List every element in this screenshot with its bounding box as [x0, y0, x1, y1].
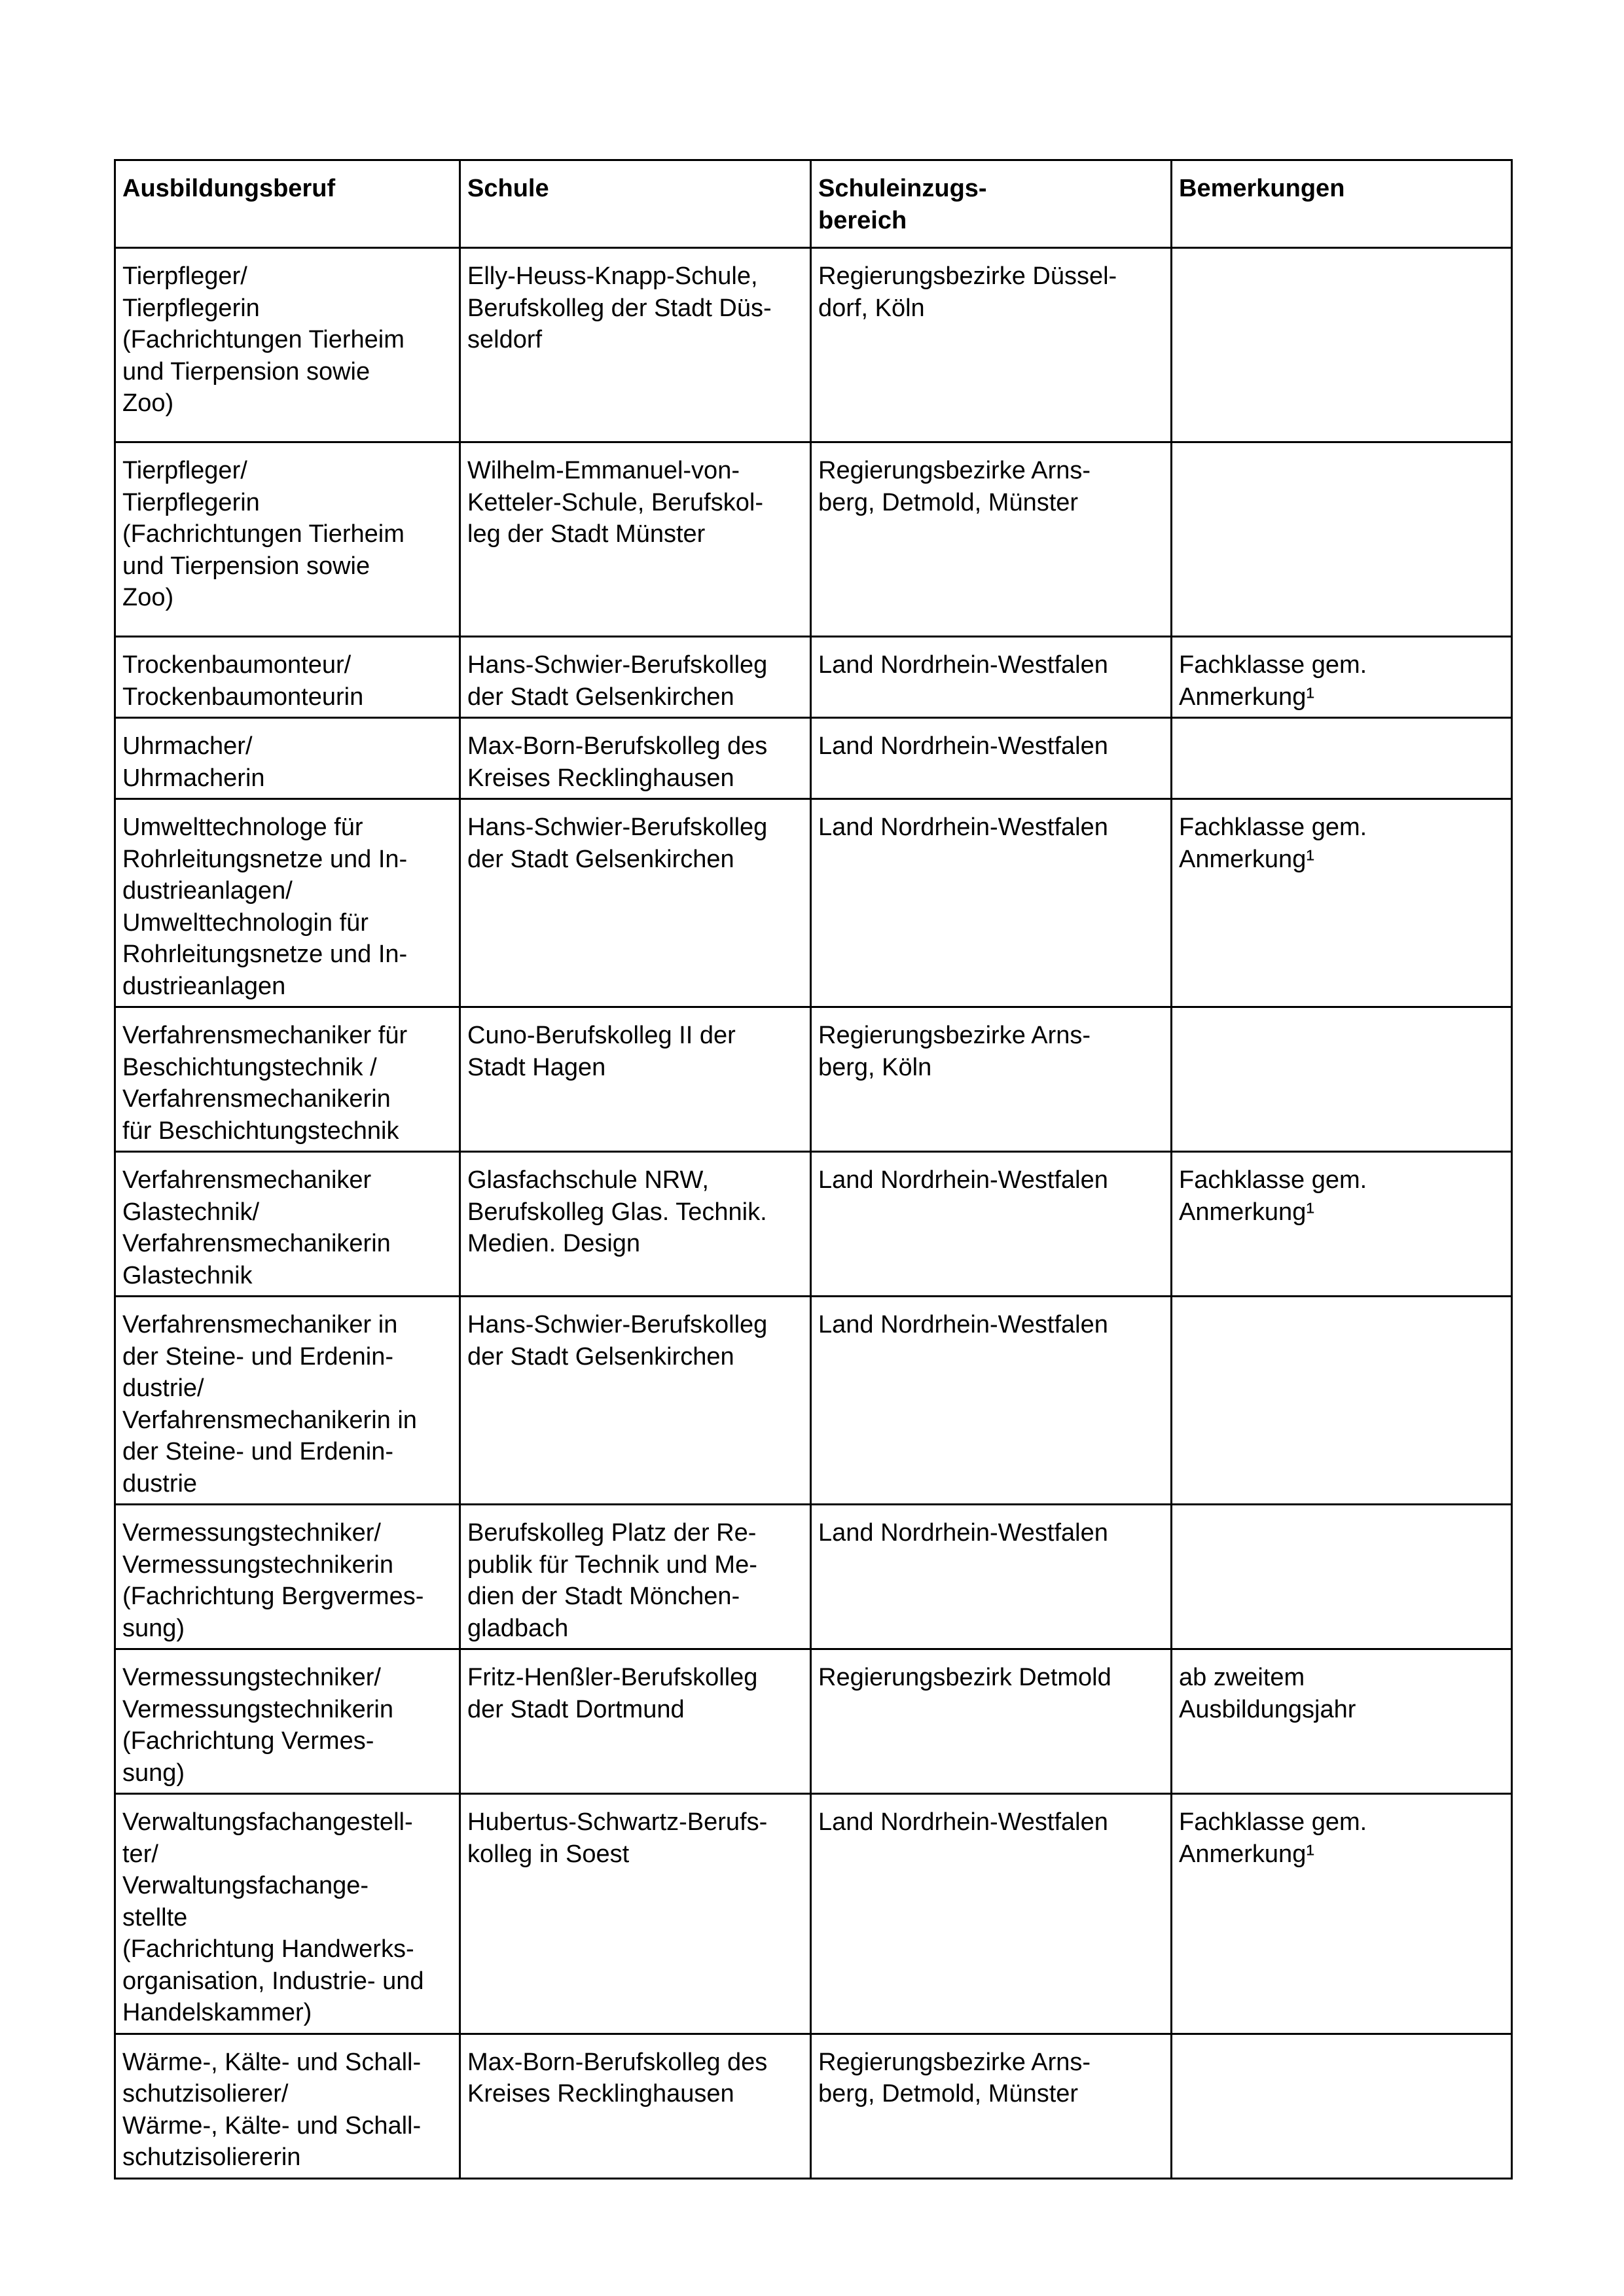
cell-bemerkungen [1172, 1297, 1512, 1505]
cell-schule: Berufskolleg Platz der Re- publik für Technik und Me- dien der Stadt Mönchen- gladbach [460, 1505, 811, 1649]
table-row [115, 1505, 1512, 1649]
cell-schule: Cuno-Berufskolleg II der Stadt Hagen [460, 1007, 811, 1152]
cell-ausbildungsberuf: Vermessungstechniker/ Vermessungstechnikerin (Fachrichtung Bergvermes- sung) [115, 1505, 460, 1649]
cell-ausbildungsberuf: Tierpfleger/ Tierpflegerin (Fachrichtungen Tierheim und Tierpension sowie Zoo) [115, 442, 460, 637]
cell-bemerkungen: Fachklasse gem. Anmerkung¹ [1172, 1152, 1512, 1297]
header-schule: Schule [460, 160, 811, 248]
cell-bemerkungen: Fachklasse gem. Anmerkung¹ [1172, 1794, 1512, 2034]
cell-ausbildungsberuf: Verfahrensmechaniker für Beschichtungstechnik / Verfahrensmechanikerin für Beschichtungstechnik [115, 1007, 460, 1152]
cell-ausbildungsberuf: Verwaltungsfachangestell- ter/ Verwaltungsfachange- stellte (Fachrichtung Handwerks- organisation, Industrie- und Handelskammer) [115, 1794, 460, 2034]
cell-schule: Max-Born-Berufskolleg des Kreises Recklinghausen [460, 718, 811, 799]
table-row [115, 248, 1512, 442]
table-row [115, 1794, 1512, 2034]
cell-schule: Hans-Schwier-Berufskolleg der Stadt Gelsenkirchen [460, 799, 811, 1007]
table-row [115, 718, 1512, 799]
header-schuleinzugsbereich: Schuleinzugs- bereich [811, 160, 1172, 248]
cell-bemerkungen [1172, 718, 1512, 799]
cell-ausbildungsberuf: Tierpfleger/ Tierpflegerin (Fachrichtungen Tierheim und Tierpension sowie Zoo) [115, 248, 460, 442]
cell-einzugsbereich: Regierungsbezirke Arns- berg, Detmold, Münster [811, 2034, 1172, 2178]
cell-einzugsbereich: Regierungsbezirk Detmold [811, 1649, 1172, 1794]
cell-einzugsbereich: Land Nordrhein-Westfalen [811, 1297, 1172, 1505]
cell-ausbildungsberuf: Trockenbaumonteur/ Trockenbaumonteurin [115, 637, 460, 718]
cell-bemerkungen: Fachklasse gem. Anmerkung¹ [1172, 637, 1512, 718]
cell-schule: Elly-Heuss-Knapp-Schule, Berufskolleg der Stadt Düs- seldorf [460, 248, 811, 442]
table-row [115, 1007, 1512, 1152]
table-row [115, 2034, 1512, 2178]
cell-ausbildungsberuf: Vermessungstechniker/ Vermessungstechnikerin (Fachrichtung Vermes- sung) [115, 1649, 460, 1794]
cell-einzugsbereich: Land Nordrhein-Westfalen [811, 718, 1172, 799]
cell-schule: Max-Born-Berufskolleg des Kreises Recklinghausen [460, 2034, 811, 2178]
cell-ausbildungsberuf: Verfahrensmechaniker in der Steine- und Erdenin- dustrie/ Verfahrensmechanikerin in der Steine- und Erdenin- dustrie [115, 1297, 460, 1505]
cell-einzugsbereich: Land Nordrhein-Westfalen [811, 1152, 1172, 1297]
cell-einzugsbereich: Land Nordrhein-Westfalen [811, 1505, 1172, 1649]
table-header-row [115, 160, 1512, 248]
table-row [115, 799, 1512, 1007]
school-assignment-table [114, 159, 1513, 2179]
cell-einzugsbereich: Land Nordrhein-Westfalen [811, 799, 1172, 1007]
cell-einzugsbereich: Regierungsbezirke Arns- berg, Köln [811, 1007, 1172, 1152]
cell-schule: Hans-Schwier-Berufskolleg der Stadt Gelsenkirchen [460, 1297, 811, 1505]
table-row [115, 1297, 1512, 1505]
cell-schule: Wilhelm-Emmanuel-von- Ketteler-Schule, Berufskol- leg der Stadt Münster [460, 442, 811, 637]
cell-ausbildungsberuf: Wärme-, Kälte- und Schall- schutzisolierer/ Wärme-, Kälte- und Schall- schutzisoliererin [115, 2034, 460, 2178]
cell-schule: Fritz-Henßler-Berufskolleg der Stadt Dortmund [460, 1649, 811, 1794]
cell-einzugsbereich: Regierungsbezirke Düssel- dorf, Köln [811, 248, 1172, 442]
table-row [115, 442, 1512, 637]
cell-schule: Glasfachschule NRW, Berufskolleg Glas. Technik. Medien. Design [460, 1152, 811, 1297]
cell-bemerkungen: ab zweitem Ausbildungsjahr [1172, 1649, 1512, 1794]
cell-bemerkungen [1172, 1007, 1512, 1152]
table-row [115, 1152, 1512, 1297]
cell-einzugsbereich: Regierungsbezirke Arns- berg, Detmold, Münster [811, 442, 1172, 637]
table-row [115, 637, 1512, 718]
header-ausbildungsberuf: Ausbildungsberuf [115, 160, 460, 248]
cell-einzugsbereich: Land Nordrhein-Westfalen [811, 1794, 1172, 2034]
cell-bemerkungen [1172, 2034, 1512, 2178]
cell-schule: Hubertus-Schwartz-Berufs- kolleg in Soest [460, 1794, 811, 2034]
cell-bemerkungen [1172, 248, 1512, 442]
cell-bemerkungen [1172, 1505, 1512, 1649]
cell-bemerkungen [1172, 442, 1512, 637]
cell-ausbildungsberuf: Umwelttechnologe für Rohrleitungsnetze und In- dustrieanlagen/ Umwelttechnologin für Rohrleitungsnetze und In- dustrieanlagen [115, 799, 460, 1007]
cell-schule: Hans-Schwier-Berufskolleg der Stadt Gelsenkirchen [460, 637, 811, 718]
cell-ausbildungsberuf: Verfahrensmechaniker Glastechnik/ Verfahrensmechanikerin Glastechnik [115, 1152, 460, 1297]
cell-bemerkungen: Fachklasse gem. Anmerkung¹ [1172, 799, 1512, 1007]
header-bemerkungen: Bemerkungen [1172, 160, 1512, 248]
cell-einzugsbereich: Land Nordrhein-Westfalen [811, 637, 1172, 718]
cell-ausbildungsberuf: Uhrmacher/ Uhrmacherin [115, 718, 460, 799]
table-row [115, 1649, 1512, 1794]
